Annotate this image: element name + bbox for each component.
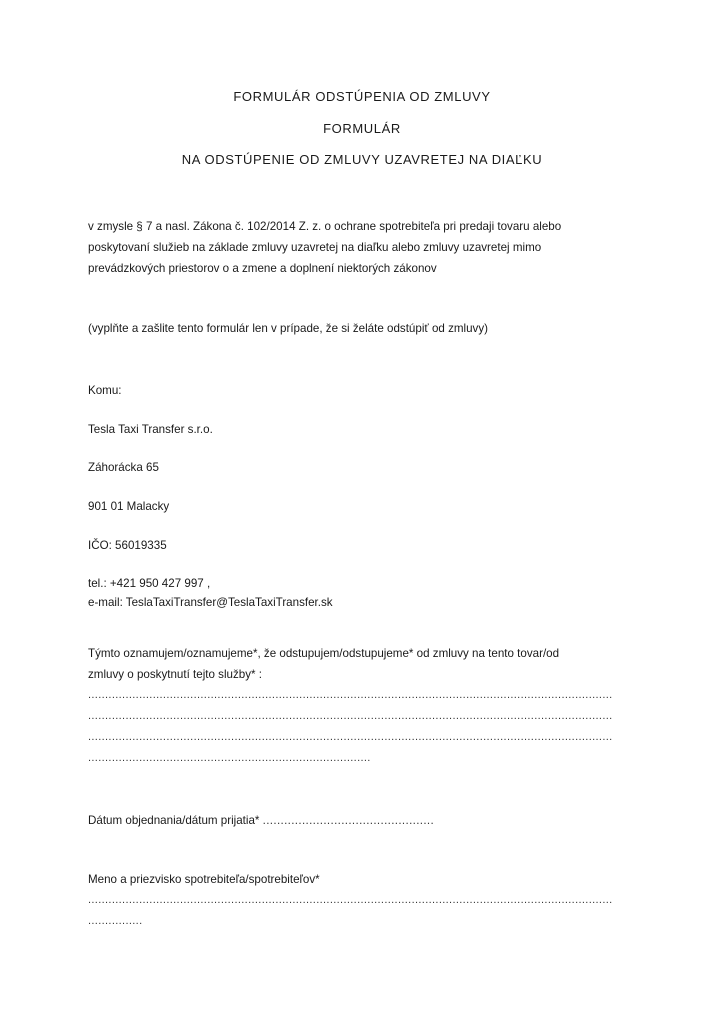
legal-intro-line-2: poskytovaní služieb na základe zmluvy uzavretej na diaľku alebo zmluvy uzavretej mimo xyxy=(88,241,542,254)
legal-intro-line-1: v zmysle § 7 a nasl. Zákona č. 102/2014 Z. z. o ochrane spotrebiteľa pri predaji tovaru alebo xyxy=(88,220,562,233)
statement-fill-line-2[interactable]: .......................................................................................................................................................... xyxy=(88,710,613,722)
form-description-title: NA ODSTÚPENIE OD ZMLUVY UZAVRETEJ NA DIAĽKU xyxy=(181,152,543,167)
instruction-note: (vyplňte a zašlite tento formulár len v prípade, že si želáte odstúpiť od zmluvy) xyxy=(88,322,489,335)
statement-fill-line-1[interactable]: .......................................................................................................................................................... xyxy=(88,689,613,701)
order-date-fill[interactable]: ................................................ xyxy=(262,814,435,827)
consumer-name-label: Meno a priezvisko spotrebiteľa/spotrebiteľov* xyxy=(88,873,320,886)
recipient-label: Komu: xyxy=(88,384,122,397)
form-subtitle: FORMULÁR xyxy=(323,121,401,136)
recipient-street: Záhorácka 65 xyxy=(88,461,159,474)
form-title: FORMULÁR ODSTÚPENIA OD ZMLUVY xyxy=(233,89,491,104)
recipient-phone: tel.: +421 950 427 997 , xyxy=(88,577,211,590)
statement-line-1: Týmto oznamujem/oznamujeme*, že odstupujem/odstupujeme* od zmluvy na tento tovar/od xyxy=(88,647,560,660)
recipient-company: Tesla Taxi Transfer s.r.o. xyxy=(88,423,213,436)
recipient-city: 901 01 Malacky xyxy=(88,500,170,513)
order-date-label xyxy=(88,810,434,831)
consumer-name-fill-line-2[interactable]: ................ xyxy=(88,915,143,927)
statement-fill-line-3[interactable]: .......................................................................................................................................................... xyxy=(88,731,613,743)
consumer-name-fill-line-1[interactable]: .......................................................................................................................................................... xyxy=(88,894,613,906)
recipient-ico: IČO: 56019335 xyxy=(88,539,167,552)
statement-line-2: zmluvy o poskytnutí tejto služby* : xyxy=(88,668,262,681)
recipient-email: e-mail: TeslaTaxiTransfer@TeslaTaxiTransfer.sk xyxy=(88,596,333,609)
legal-intro-line-3: prevádzkových priestorov o a zmene a doplnení niektorých zákonov xyxy=(88,262,437,275)
statement-fill-line-4[interactable]: ................................................................................... xyxy=(88,752,371,764)
order-date-label-text: Dátum objednania/dátum prijatia* xyxy=(88,814,263,827)
